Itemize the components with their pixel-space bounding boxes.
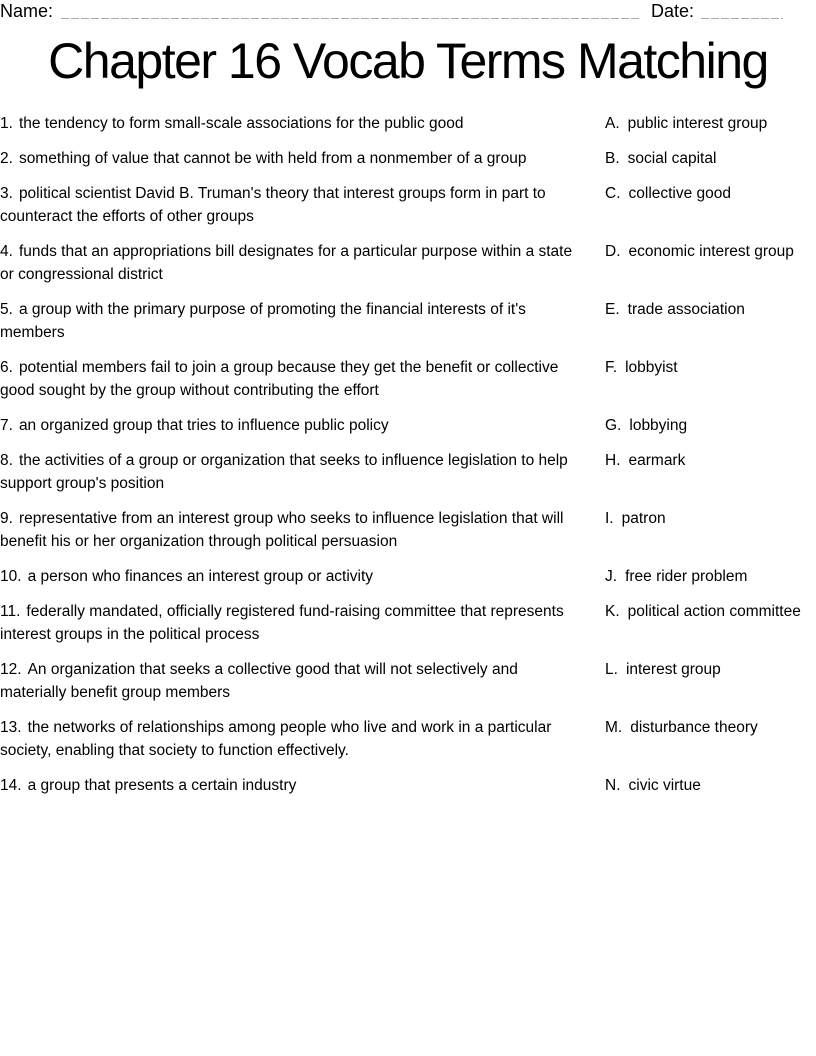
term-text: civic virtue bbox=[628, 777, 701, 794]
definition-text: an organized group that tries to influence public policy bbox=[18, 417, 389, 434]
definition-text: the networks of relationships among people who live and work in a particular society, enabling that society to function effectively. bbox=[0, 719, 552, 759]
term bbox=[605, 182, 816, 205]
matching-row bbox=[0, 716, 816, 762]
matching-row bbox=[0, 147, 816, 170]
definition bbox=[0, 600, 605, 646]
definition-number: 7. bbox=[0, 417, 13, 434]
definition bbox=[0, 147, 605, 170]
definition-text: a group with the primary purpose of promoting the financial interests of it's members bbox=[0, 301, 526, 341]
term-text: patron bbox=[621, 510, 666, 527]
matching-list bbox=[0, 112, 816, 797]
name-label: Name: bbox=[0, 1, 54, 21]
matching-row bbox=[0, 774, 816, 797]
term-letter: H. bbox=[605, 452, 621, 469]
definition bbox=[0, 507, 605, 553]
definition-number: 12. bbox=[0, 661, 22, 678]
matching-row bbox=[0, 507, 816, 553]
term bbox=[605, 414, 816, 437]
term-letter: D. bbox=[605, 243, 621, 260]
name-blank-line bbox=[61, 2, 639, 19]
term-text: earmark bbox=[628, 452, 686, 469]
term bbox=[605, 774, 816, 797]
term-letter: A. bbox=[605, 115, 620, 132]
definition-text: funds that an appropriations bill designates for a particular purpose within a state or congressional district bbox=[0, 243, 573, 283]
definition bbox=[0, 658, 605, 704]
definition-number: 6. bbox=[0, 359, 13, 376]
term-letter: L. bbox=[605, 661, 618, 678]
term bbox=[605, 565, 816, 588]
definition-number: 11. bbox=[0, 603, 21, 620]
definition-text: political scientist David B. Truman's theory that interest groups form in part to counteract the efforts of other groups bbox=[0, 185, 546, 225]
definition-text: federally mandated, officially registered fund-raising committee that represents interest groups in the political process bbox=[0, 603, 564, 643]
matching-row bbox=[0, 240, 816, 286]
term-letter: F. bbox=[605, 359, 618, 376]
term-text: trade association bbox=[627, 301, 745, 318]
definition-number: 8. bbox=[0, 452, 13, 469]
term bbox=[605, 658, 816, 681]
definition bbox=[0, 414, 605, 437]
definition-number: 9. bbox=[0, 510, 13, 527]
term-text: interest group bbox=[625, 661, 721, 678]
term-text: collective good bbox=[628, 185, 732, 202]
term-text: disturbance theory bbox=[630, 719, 758, 736]
matching-row bbox=[0, 182, 816, 228]
term-text: social capital bbox=[627, 150, 717, 167]
definition-text: something of value that cannot be with held from a nonmember of a group bbox=[18, 150, 527, 167]
definition-text: the tendency to form small-scale associations for the public good bbox=[18, 115, 464, 132]
date-blank-line bbox=[701, 2, 783, 19]
definition bbox=[0, 774, 605, 797]
definition bbox=[0, 716, 605, 762]
term bbox=[605, 600, 816, 623]
page-title: Chapter 16 Vocab Terms Matching bbox=[48, 33, 768, 89]
matching-row bbox=[0, 449, 816, 495]
term bbox=[605, 449, 816, 472]
date-label: Date: bbox=[650, 1, 694, 21]
definition bbox=[0, 298, 605, 344]
term bbox=[605, 147, 816, 170]
matching-row bbox=[0, 414, 816, 437]
matching-row bbox=[0, 658, 816, 704]
definition-text: potential members fail to join a group because they get the benefit or collective good sought by the group without contributing the effort bbox=[0, 359, 559, 399]
matching-row bbox=[0, 600, 816, 646]
term-text: economic interest group bbox=[628, 243, 794, 260]
definition bbox=[0, 356, 605, 402]
definition-text: An organization that seeks a collective good that will not selectively and materially benefit group members bbox=[0, 661, 518, 701]
matching-row bbox=[0, 356, 816, 402]
term bbox=[605, 507, 816, 530]
definition-number: 13. bbox=[0, 719, 22, 736]
definition bbox=[0, 449, 605, 495]
definition-number: 4. bbox=[0, 243, 13, 260]
term-letter: E. bbox=[605, 301, 620, 318]
definition bbox=[0, 240, 605, 286]
matching-row bbox=[0, 112, 816, 135]
term-text: political action committee bbox=[627, 603, 801, 620]
definition-number: 14. bbox=[0, 777, 22, 794]
definition-text: a person who finances an interest group or activity bbox=[27, 568, 374, 585]
term-letter: B. bbox=[605, 150, 620, 167]
definition bbox=[0, 112, 605, 135]
term bbox=[605, 240, 816, 263]
term-letter: K. bbox=[605, 603, 620, 620]
matching-row bbox=[0, 298, 816, 344]
term-letter: J. bbox=[605, 568, 618, 585]
term-letter: N. bbox=[605, 777, 621, 794]
term-letter: G. bbox=[605, 417, 622, 434]
worksheet-header bbox=[0, 0, 816, 24]
term-letter: M. bbox=[605, 719, 623, 736]
term-letter: C. bbox=[605, 185, 621, 202]
term-text: lobbyist bbox=[625, 359, 678, 376]
definition bbox=[0, 182, 605, 228]
term bbox=[605, 716, 816, 739]
definition-text: representative from an interest group who seeks to influence legislation that will benefit his or her organization through political persuasion bbox=[0, 510, 564, 550]
definition-number: 2. bbox=[0, 150, 13, 167]
definition-text: a group that presents a certain industry bbox=[27, 777, 297, 794]
definition-number: 1. bbox=[0, 115, 13, 132]
term-text: free rider problem bbox=[625, 568, 748, 585]
term bbox=[605, 298, 816, 321]
term-text: lobbying bbox=[629, 417, 688, 434]
term-letter: I. bbox=[605, 510, 614, 527]
term-text: public interest group bbox=[627, 115, 768, 132]
definition-number: 10. bbox=[0, 568, 22, 585]
definition-number: 5. bbox=[0, 301, 13, 318]
definition bbox=[0, 565, 605, 588]
term bbox=[605, 356, 816, 379]
definition-number: 3. bbox=[0, 185, 13, 202]
matching-row bbox=[0, 565, 816, 588]
term bbox=[605, 112, 816, 135]
definition-text: the activities of a group or organization that seeks to influence legislation to help support group's position bbox=[0, 452, 568, 492]
